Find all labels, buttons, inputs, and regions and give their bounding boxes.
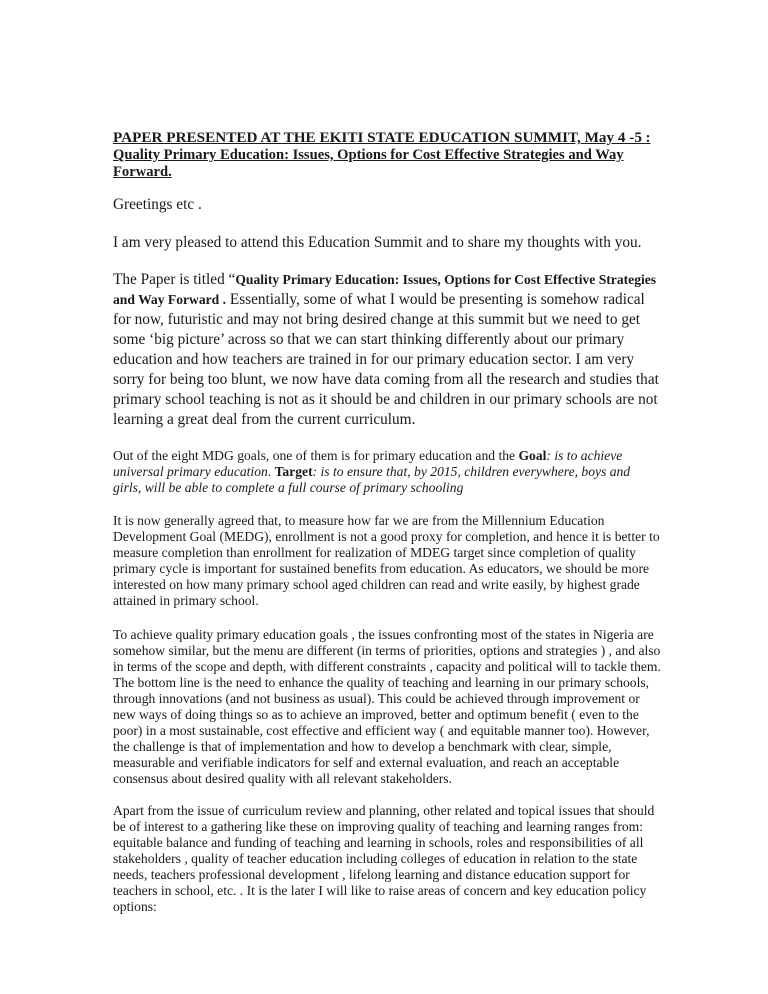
- greeting-paragraph: Greetings etc .: [113, 196, 202, 213]
- paper-title-lead: The Paper is titled “: [113, 271, 236, 288]
- title-line-2: : Quality Primary Education: Issues, Options for Cost Effective Strategies and Way Forward.: [113, 130, 651, 180]
- paper-title-bold: Quality Primary Education: Issues, Options for Cost Effective Strategies and Way Forward .: [113, 272, 657, 307]
- document-body: [113, 129, 661, 915]
- mdg-goal-text: : is to achieve universal primary education: [113, 448, 623, 479]
- paper-title-paragraph: [113, 270, 661, 430]
- paper-title-rest: Essentially, some of what I would be presenting is somehow radical for now, futuristic and may not bring desired change at this summit but we need to get some ‘big picture’ across so that we can start thinking differently about our primary education and how teachers are trained in for our primary education sector. I am very sorry for being too blunt, we now have data coming from all the research and studies that primary school teaching is not as it should be and children in our primary schools are not learning a great deal from the current curriculum.: [113, 291, 659, 428]
- curriculum-paragraph: Apart from the issue of curriculum review and planning, other related and topical issues that should be of interest to a gathering like these on improving quality of teaching and learning ranges from: equitable balance and funding of teaching and learning in schools, roles and responsibilities of all stakeholders , quality of teacher education including colleges of education in relation to the state needs, teachers professional development , lifelong learning and distance education support for teachers in school, etc. . It is the later I will like to raise areas of concern and key education policy options:: [113, 803, 655, 914]
- paper-title: [113, 129, 661, 181]
- quality-paragraph: To achieve quality primary education goals , the issues confronting most of the states in Nigeria are somehow similar, but the menu are different (in terms of priorities, options and strategies ) , and also in terms of the scope and depth, with different constraints , capacity and political will to tackle them. The bottom line is the need to enhance the quality of teaching and learning in our primary schools, through innovations (and not business as usual). This could be achieved through improvement or new ways of doing things so as to achieve an improved, better and optimum benefit ( even to the poor) in a most sustainable, cost effective and efficient way ( and equitable manner too). However, the challenge is that of implementation and how to develop a benchmark with clear, simple, measurable and verifiable indicators for self and external evaluation, and reach an acceptable consensus about desired quality with all relevant stakeholders.: [113, 627, 661, 786]
- medg-paragraph: It is now generally agreed that, to measure how far we are from the Millennium Education Development Goal (MEDG), enrollment is not a good proxy for completion, and hence it is better to measure completion than enrollment for realization of MDEG target since completion of quality primary cycle is important for sustained benefits from education. As educators, we should be more interested on how many primary school aged children can read and write easily, by highest grade attained in primary school.: [113, 513, 660, 608]
- title-line-1: PAPER PRESENTED AT THE EKITI STATE EDUCATION SUMMIT, May 4 -5: [113, 129, 642, 146]
- mdg-target-text: : is to ensure that, by 2015, children everywhere, boys and girls, will be able to complete a full course of primary schooling: [113, 464, 631, 495]
- intro-paragraph: I am very pleased to attend this Education Summit and to share my thoughts with you.: [113, 234, 642, 251]
- mdg-target-label: Target: [274, 464, 313, 479]
- mdg-separator: .: [267, 464, 275, 479]
- mdg-goal-label: Goal: [518, 448, 547, 463]
- mdg-lead: Out of the eight MDG goals, one of them is for primary education and the: [113, 448, 519, 463]
- mdg-goals-paragraph: [113, 448, 661, 496]
